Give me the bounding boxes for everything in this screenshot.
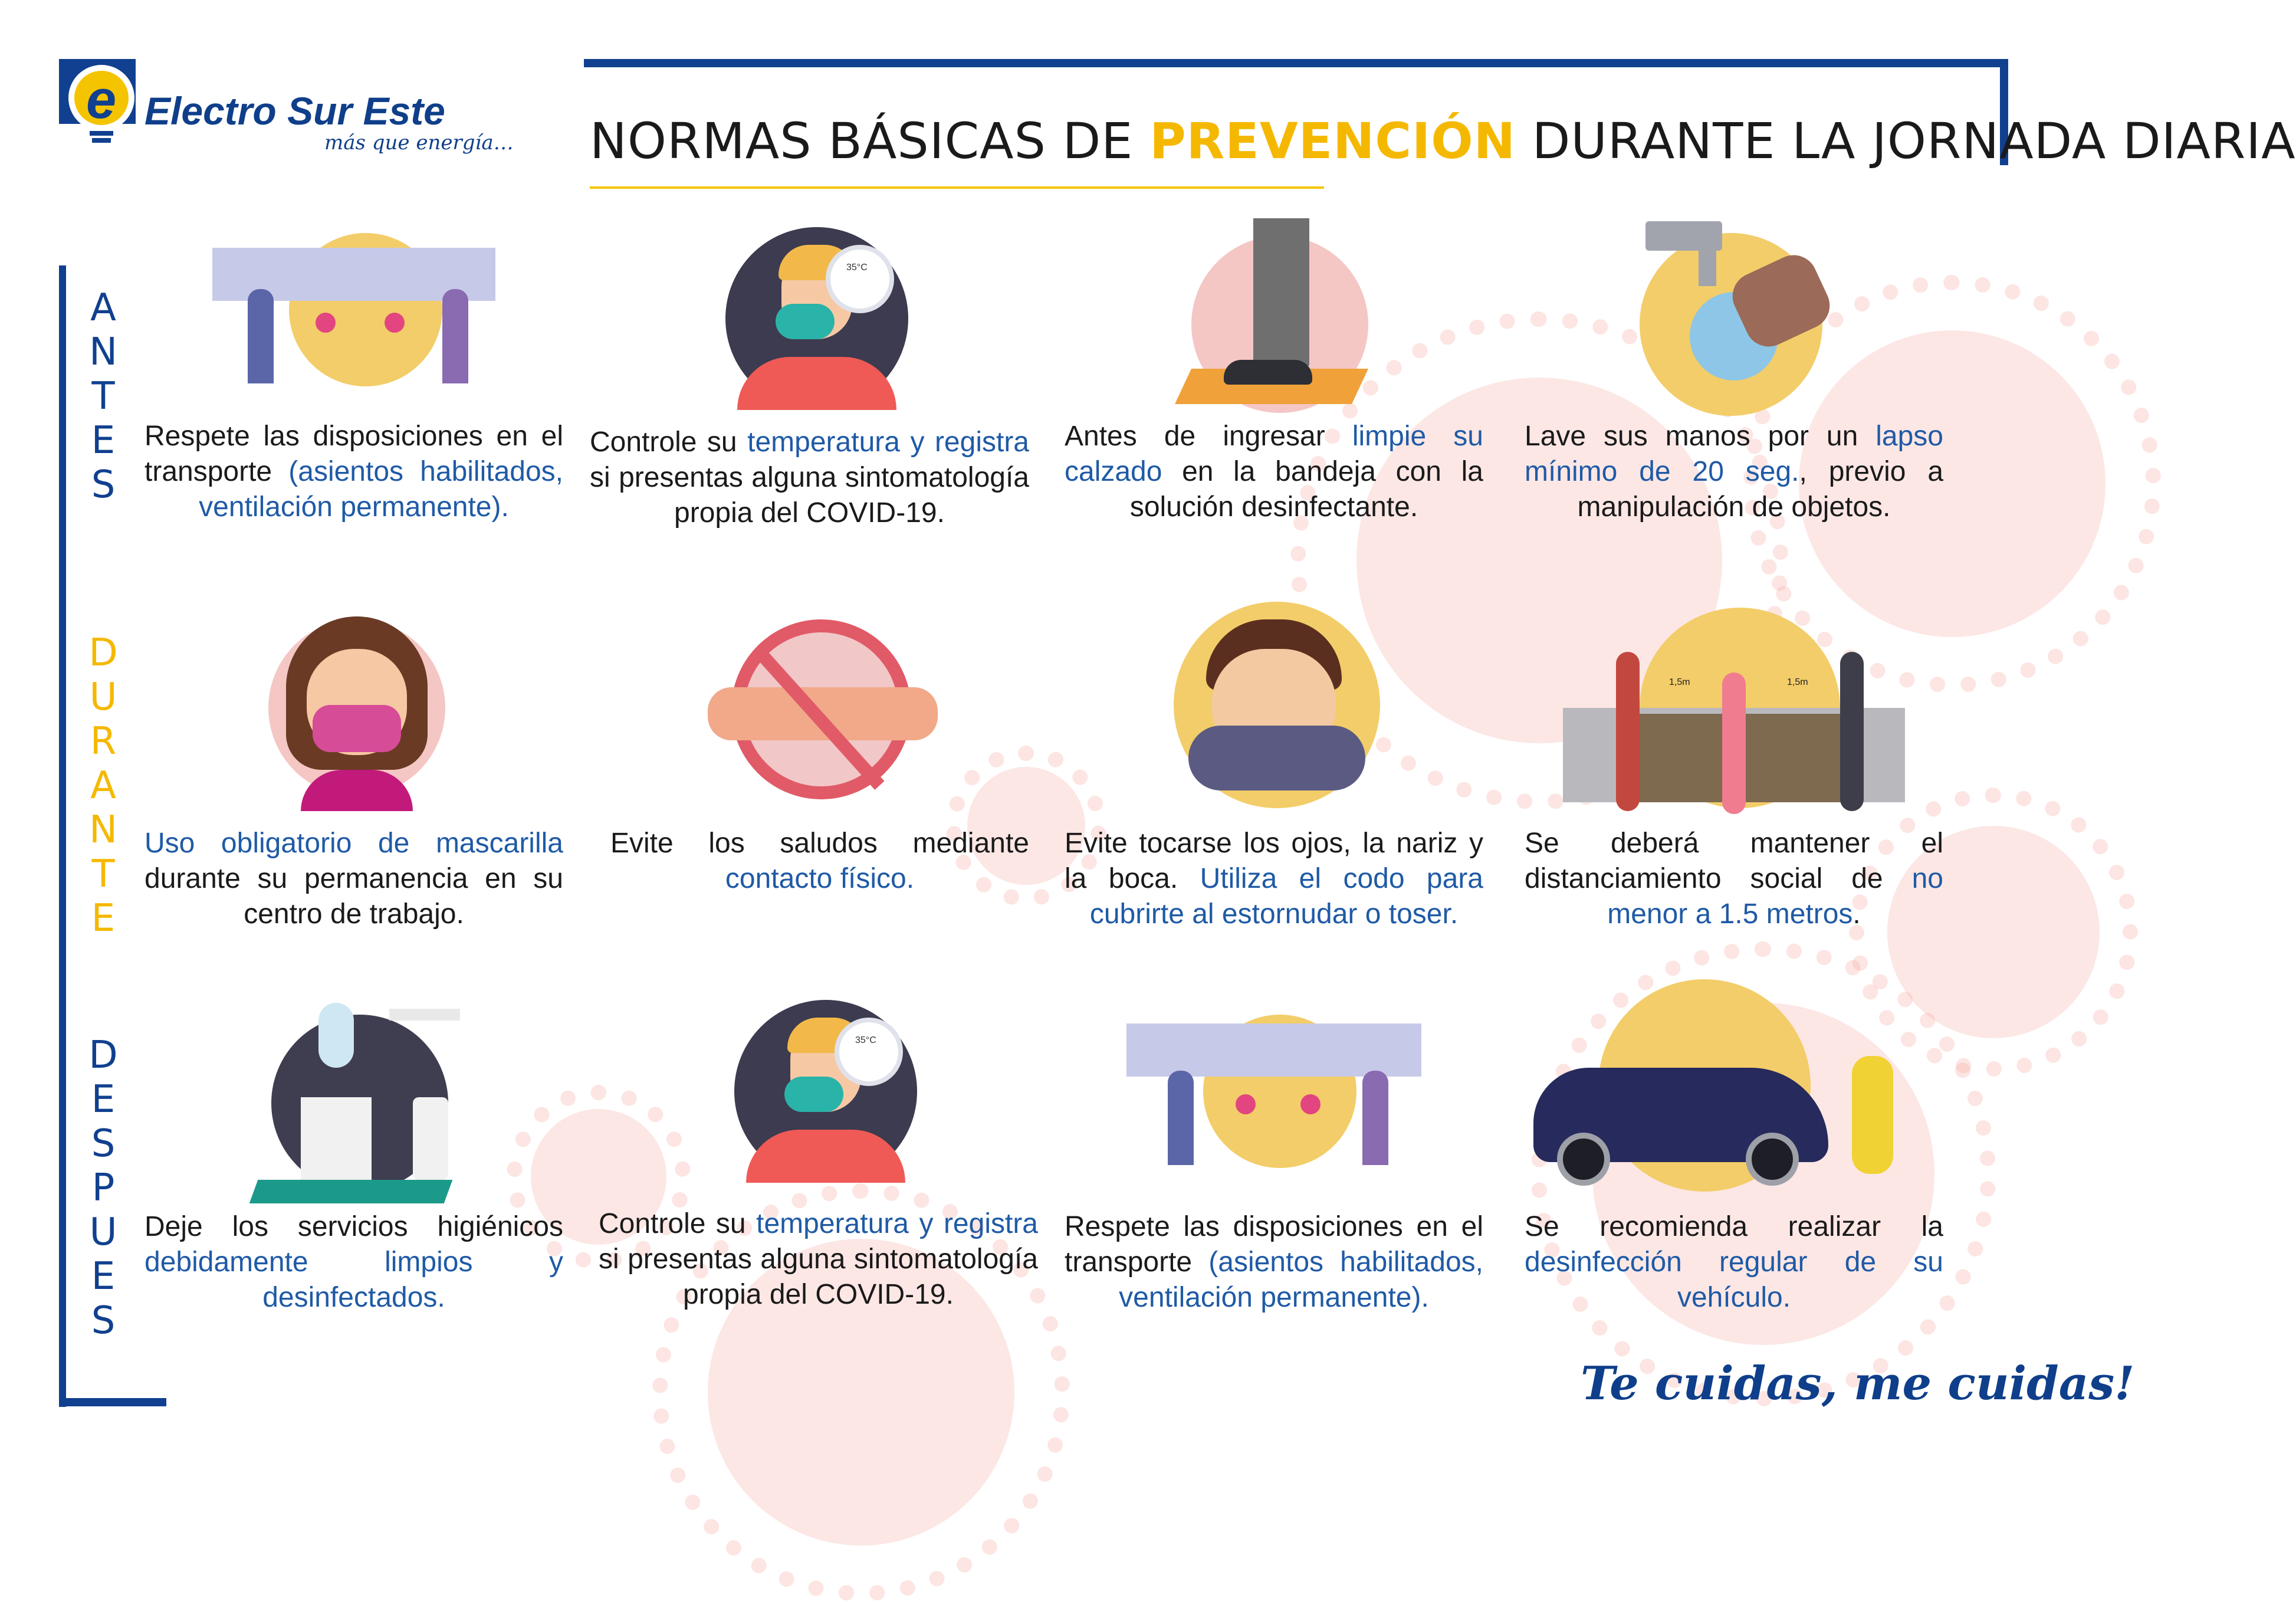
card-durante-handshake [610, 826, 1029, 897]
card-text-highlight: contacto físico. [725, 863, 915, 894]
card-text-highlight: limpie su calzado [1065, 421, 1483, 487]
logo-letter: e [86, 70, 117, 130]
no-handshake-illustration [708, 616, 938, 805]
card-text: Controle su [590, 427, 748, 458]
card-durante-sneeze [1065, 826, 1483, 932]
card-despues-bathroom [144, 1209, 563, 1315]
card-text: Respete las disposiciones en el transporte [144, 421, 563, 487]
card-durante-distance [1525, 826, 1943, 932]
card-text-highlight: (asientos habilitados, ventilación permanente). [1119, 1246, 1484, 1313]
title-part-2: DURANTE LA JORNADA DIARIA [1516, 112, 2296, 170]
distance-label-2: 1,5m [1787, 677, 1808, 687]
header-frame-top [584, 59, 2008, 67]
distance-label-1: 1,5m [1669, 677, 1690, 687]
bus-seats-illustration [212, 233, 495, 386]
disinfectant-mat-illustration [1180, 218, 1374, 413]
card-text-highlight: temperatura y registra [747, 427, 1029, 458]
temperature-check-illustration-2 [734, 1000, 923, 1183]
logo-bulb-icon [59, 59, 142, 147]
title-highlight: PREVENCIÓN [1149, 112, 1516, 170]
card-antes-handwash [1525, 419, 1943, 525]
card-despues-temperature [599, 1206, 1038, 1313]
card-text: . [1852, 898, 1861, 930]
sneeze-elbow-illustration [1171, 602, 1383, 808]
card-text-highlight: (asientos habilitados, ventilación permanente). [199, 456, 564, 523]
title-underline [590, 186, 1324, 189]
card-text-highlight: Utiliza el codo para cubrirte al estornudar o toser. [1089, 863, 1484, 930]
section-label-despues: DESPUES [88, 1034, 118, 1343]
card-antes-temperature [590, 425, 1029, 531]
card-text: si presentas alguna sintomatología propia del COVID-19. [590, 462, 1029, 529]
card-text-highlight: debidamente limpios y desinfectados. [144, 1246, 563, 1313]
section-label-antes: ANTES [89, 286, 117, 507]
card-durante-mask [144, 826, 563, 932]
thermometer-reading: 35°C [846, 263, 868, 273]
bathroom-illustration [254, 1003, 460, 1203]
card-text-highlight: temperatura y registra [756, 1208, 1038, 1239]
card-text-highlight: lapso mínimo de 20 seg. [1525, 421, 1943, 487]
card-text: durante su permanencia en su centro de trabajo. [144, 863, 563, 930]
card-text: Evite los saludos mediante [610, 828, 1029, 859]
card-text-highlight: Uso obligatorio de mascarilla [144, 828, 563, 859]
card-text: , previo a manipulación de objetos. [1577, 456, 1944, 523]
section-label-durante: DURANTE [88, 631, 118, 940]
card-text-highlight: desinfección regular de su vehículo. [1525, 1246, 1943, 1313]
card-antes-shoes [1065, 419, 1483, 525]
page-title [590, 112, 2296, 170]
card-despues-transport [1065, 1209, 1483, 1315]
card-antes-transport [144, 419, 563, 525]
handwashing-illustration [1640, 221, 1828, 410]
temperature-check-illustration [725, 227, 914, 410]
card-text: Evite tocarse los ojos, la nariz y la boca. [1065, 828, 1483, 894]
card-text: Se recomienda realizar la [1525, 1211, 1943, 1242]
card-text: Se deberá mantener el distanciamiento social de [1525, 828, 1943, 894]
social-distance-illustration [1563, 608, 1905, 808]
car-disinfection-illustration [1533, 979, 1923, 1192]
section-rail-foot [59, 1398, 166, 1406]
card-text: Lave sus manos por un [1525, 421, 1876, 452]
logo-tagline: más que energía… [324, 131, 514, 155]
card-text: Controle su [599, 1208, 757, 1239]
logo [59, 59, 142, 147]
card-text: en la bandeja con la solución desinfectante. [1129, 456, 1483, 523]
logo-name: Electro Sur Este [144, 89, 445, 133]
bus-seats-illustration-2 [1126, 1015, 1421, 1168]
slogan: Te cuidas, me cuidas! [1581, 1357, 2135, 1410]
thermometer-reading-2: 35°C [855, 1035, 876, 1045]
card-text: Antes de ingresar [1065, 421, 1352, 452]
mask-woman-illustration [265, 616, 448, 811]
card-text-highlight: no menor a 1.5 metros [1607, 863, 1943, 930]
section-rail [59, 265, 66, 1407]
title-part-1: NORMAS BÁSICAS DE [590, 112, 1150, 170]
card-text: si presentas alguna sintomatología propia del COVID-19. [599, 1244, 1038, 1310]
card-text: Respete las disposiciones en el transporte [1065, 1211, 1483, 1278]
card-despues-car [1525, 1209, 1943, 1315]
card-text: Deje los servicios higiénicos [144, 1211, 563, 1242]
